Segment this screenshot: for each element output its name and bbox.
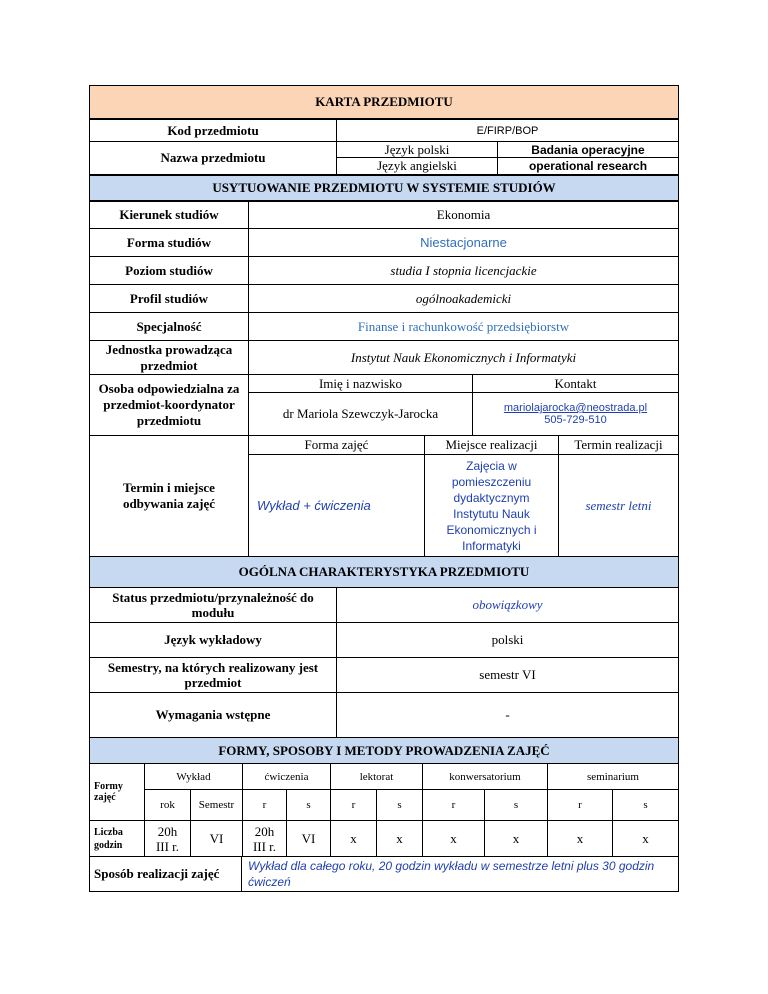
contact-cell	[472, 392, 679, 436]
hours-label: Liczba godzin	[89, 820, 145, 857]
sub-r: r	[242, 789, 287, 821]
sub-s: s	[484, 789, 548, 821]
char-value: semestr VI	[336, 657, 679, 693]
lecture-hours: 20h III r.	[144, 820, 191, 857]
course-name-label: Nazwa przedmiotu	[89, 141, 337, 175]
form-header-language: lektorat	[330, 763, 423, 790]
course-code-label: Kod przedmiotu	[89, 119, 337, 142]
sub-s: s	[376, 789, 423, 821]
lang-en-label: Język angielski	[336, 157, 498, 175]
char-label: Język wykładowy	[89, 622, 337, 658]
place-header: Miejsce realizacji	[424, 435, 559, 455]
form-header-seminar: seminarium	[547, 763, 679, 790]
lang-pl-label: Język polski	[336, 141, 498, 158]
field-label: Profil studiów	[89, 284, 249, 313]
forms-label: Formy zajęć	[89, 763, 145, 821]
field-label: Specjalność	[89, 312, 249, 341]
field-label: Poziom studiów	[89, 256, 249, 285]
section-placement-header: USYTUOWANIE PRZEDMIOTU W SYSTEMIE STUDIÓW	[89, 175, 679, 201]
term-header: Termin realizacji	[558, 435, 679, 455]
section-forms-header: FORMY, SPOSOBY I METODY PROWADZENIA ZAJĘĆ	[89, 737, 679, 764]
course-code-value: E/FIRP/BOP	[336, 119, 679, 142]
name-header: Imię i nazwisko	[248, 374, 473, 393]
cell-x: x	[612, 820, 679, 857]
lecture-semester: VI	[190, 820, 243, 857]
coordinator-name: dr Mariola Szewczyk-Jarocka	[248, 392, 473, 436]
char-label: Status przedmiotu/przynależność do modułu	[89, 587, 337, 623]
sub-r: r	[330, 789, 377, 821]
form-header: Forma zajęć	[248, 435, 425, 455]
cell-x: x	[547, 820, 613, 857]
cell-x: x	[484, 820, 548, 857]
contact-header: Kontakt	[472, 374, 679, 393]
field-value: Niestacjonarne	[248, 228, 679, 257]
unit-label: Jednostka prowadząca przedmiot	[89, 340, 249, 375]
method-label: Sposób realizacji zajęć	[89, 856, 242, 892]
section-characteristics-header: OGÓLNA CHARAKTERYSTYKA PRZEDMIOTU	[89, 556, 679, 588]
schedule-label: Termin i miejsce odbywania zajęć	[89, 435, 249, 557]
course-name-en: operational research	[497, 157, 679, 175]
char-value: obowiązkowy	[336, 587, 679, 623]
form-value: Wykład + ćwiczenia	[248, 454, 425, 557]
sub-r: r	[547, 789, 613, 821]
form-header-conversation: konwersatorium	[422, 763, 548, 790]
phone-number: 505-729-510	[544, 414, 607, 426]
field-value: studia I stopnia licencjackie	[248, 256, 679, 285]
exercise-semester: VI	[286, 820, 331, 857]
course-name-pl: Badania operacyjne	[497, 141, 679, 158]
field-label: Forma studiów	[89, 228, 249, 257]
exercise-hours: 20h III r.	[242, 820, 287, 857]
term-value: semestr letni	[558, 454, 679, 557]
cell-x: x	[330, 820, 377, 857]
field-label: Kierunek studiów	[89, 201, 249, 229]
card-title: KARTA PRZEDMIOTU	[89, 85, 679, 119]
cell-x: x	[376, 820, 423, 857]
form-header-lecture: Wykład	[144, 763, 243, 790]
sub-s: s	[286, 789, 331, 821]
field-value: ogólnoakademicki	[248, 284, 679, 313]
form-header-exercises: ćwiczenia	[242, 763, 331, 790]
char-value: polski	[336, 622, 679, 658]
coordinator-label: Osoba odpowiedzialna za przedmiot-koordynator przedmiotu	[89, 374, 249, 436]
cell-x: x	[422, 820, 485, 857]
unit-value: Instytut Nauk Ekonomicznych i Informatyki	[248, 340, 679, 375]
field-value: Ekonomia	[248, 201, 679, 229]
sub-semester: Semestr	[190, 789, 243, 821]
char-value: -	[336, 692, 679, 738]
sub-year: rok	[144, 789, 191, 821]
sub-r: r	[422, 789, 485, 821]
email-link[interactable]: mariolajarocka@neostrada.pl	[503, 402, 648, 414]
field-value: Finanse i rachunkowość przedsiębiorstw	[248, 312, 679, 341]
place-value: Zajęcia w pomieszczeniu dydaktycznym Instytutu Nauk Ekonomicznych i Informatyki	[424, 454, 559, 557]
method-value: Wykład dla całego roku, 20 godzin wykładu w semestrze letni plus 30 godzin ćwiczeń	[241, 856, 679, 892]
sub-s: s	[612, 789, 679, 821]
char-label: Semestry, na których realizowany jest przedmiot	[89, 657, 337, 693]
char-label: Wymagania wstępne	[89, 692, 337, 738]
